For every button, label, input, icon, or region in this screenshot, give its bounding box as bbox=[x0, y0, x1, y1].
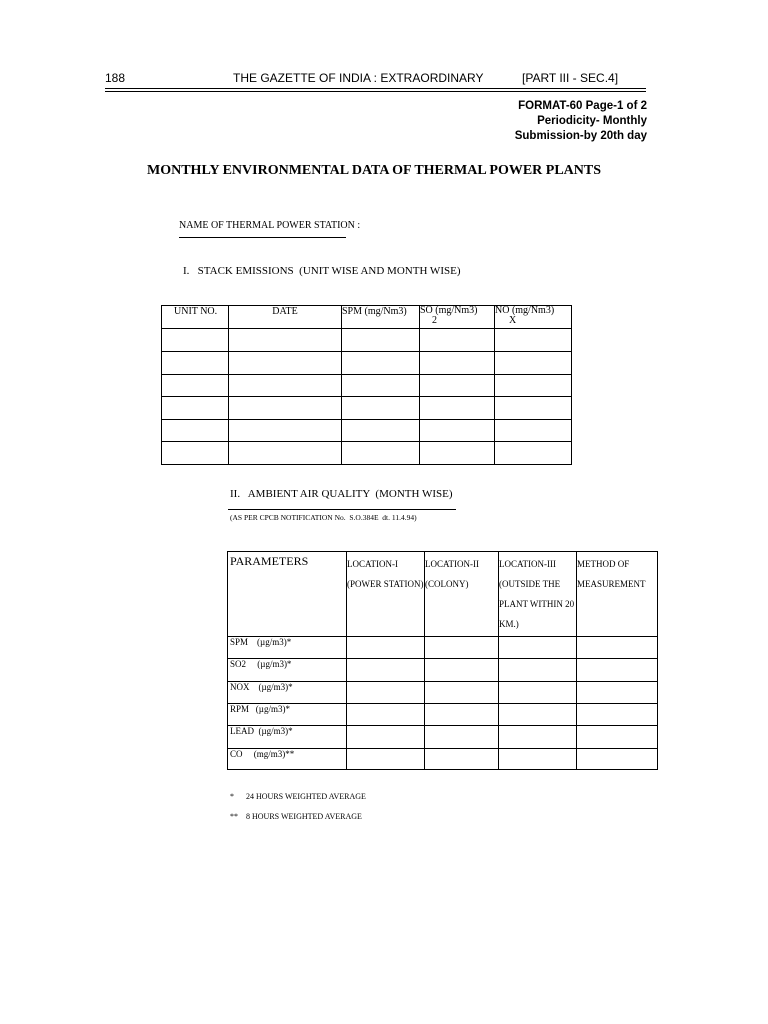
col-location-3 bbox=[499, 552, 577, 637]
section1-heading: I. STACK EMISSIONS (UNIT WISE AND MONTH WISE) bbox=[183, 265, 461, 277]
table-row bbox=[228, 682, 658, 704]
table-row bbox=[162, 329, 572, 352]
loc3-line3: PLANT WITHIN 20 bbox=[499, 599, 575, 609]
table-row bbox=[162, 420, 572, 442]
loc3-line1: LOCATION-III bbox=[499, 559, 556, 569]
table-cell[interactable] bbox=[229, 420, 342, 442]
param-lead: LEAD (µg/m3)* bbox=[228, 726, 347, 749]
table-cell[interactable] bbox=[342, 352, 420, 375]
table-cell[interactable] bbox=[347, 682, 425, 704]
table-cell[interactable] bbox=[577, 726, 658, 749]
col-date: DATE bbox=[229, 306, 342, 329]
table-cell[interactable] bbox=[577, 682, 658, 704]
table-cell[interactable] bbox=[342, 375, 420, 397]
table-cell[interactable] bbox=[420, 352, 495, 375]
table-cell[interactable] bbox=[577, 659, 658, 682]
table-cell[interactable] bbox=[347, 659, 425, 682]
param-nox: NOX (µg/m3)* bbox=[228, 682, 347, 704]
table-cell[interactable] bbox=[420, 375, 495, 397]
table-cell[interactable] bbox=[347, 704, 425, 726]
table-cell[interactable] bbox=[499, 704, 577, 726]
table-cell[interactable] bbox=[162, 397, 229, 420]
table-cell[interactable] bbox=[420, 442, 495, 465]
footnote-8h: ** 8 HOURS WEIGHTED AVERAGE bbox=[230, 812, 362, 821]
table-cell[interactable] bbox=[425, 726, 499, 749]
table-cell[interactable] bbox=[229, 329, 342, 352]
table-header-row bbox=[228, 552, 658, 637]
col-nox-label: NO (mg/Nm3) bbox=[495, 305, 555, 316]
ambient-air-table bbox=[227, 551, 658, 770]
part-label: [PART III - SEC.4] bbox=[522, 71, 619, 85]
table-cell[interactable] bbox=[425, 682, 499, 704]
header-rule-bottom bbox=[105, 91, 646, 92]
table-cell[interactable] bbox=[347, 749, 425, 770]
table-row bbox=[228, 749, 658, 770]
table-cell[interactable] bbox=[577, 637, 658, 659]
gazette-title: THE GAZETTE OF INDIA : EXTRAORDINARY bbox=[233, 71, 484, 85]
table-cell[interactable] bbox=[495, 375, 572, 397]
format-line-2: Periodicity- Monthly bbox=[537, 115, 647, 127]
table-cell[interactable] bbox=[420, 329, 495, 352]
table-cell[interactable] bbox=[499, 637, 577, 659]
station-label: NAME OF THERMAL POWER STATION : bbox=[179, 220, 361, 231]
table-row bbox=[162, 352, 572, 375]
loc2-line1: LOCATION-II bbox=[425, 559, 479, 569]
col-parameters: PARAMETERS bbox=[228, 552, 347, 637]
col-location-1 bbox=[347, 552, 425, 637]
table-cell[interactable] bbox=[425, 659, 499, 682]
col-nox bbox=[495, 306, 572, 329]
table-cell[interactable] bbox=[495, 352, 572, 375]
table-cell[interactable] bbox=[347, 637, 425, 659]
loc2-line2: (COLONY) bbox=[425, 579, 469, 589]
col-so2-subscript: 2 bbox=[432, 315, 437, 326]
table-cell[interactable] bbox=[162, 352, 229, 375]
table-cell[interactable] bbox=[495, 329, 572, 352]
table-cell[interactable] bbox=[425, 637, 499, 659]
section2-heading: II. AMBIENT AIR QUALITY (MONTH WISE) bbox=[230, 488, 453, 500]
col-so2 bbox=[420, 306, 495, 329]
station-underline bbox=[179, 237, 346, 238]
header-rule-top bbox=[105, 88, 646, 89]
param-spm: SPM (µg/m3)* bbox=[228, 637, 347, 659]
param-so2: SO2 (µg/m3)* bbox=[228, 659, 347, 682]
table-row bbox=[162, 442, 572, 465]
col-spm: SPM (mg/Nm3) bbox=[342, 306, 420, 329]
table-cell[interactable] bbox=[342, 329, 420, 352]
table-row bbox=[162, 375, 572, 397]
main-title: MONTHLY ENVIRONMENTAL DATA OF THERMAL POWER PLANTS bbox=[147, 163, 602, 178]
col-location-2 bbox=[425, 552, 499, 637]
page-number: 188 bbox=[105, 71, 126, 85]
table-cell[interactable] bbox=[420, 420, 495, 442]
loc1-line1: LOCATION-I bbox=[347, 559, 398, 569]
table-row bbox=[228, 726, 658, 749]
table-cell[interactable] bbox=[229, 352, 342, 375]
col-unit-no: UNIT NO. bbox=[162, 306, 229, 329]
table-cell[interactable] bbox=[162, 375, 229, 397]
table-cell[interactable] bbox=[229, 397, 342, 420]
table-cell[interactable] bbox=[342, 397, 420, 420]
table-header-row bbox=[162, 306, 572, 329]
table-cell[interactable] bbox=[229, 375, 342, 397]
col-nox-subscript: X bbox=[509, 315, 517, 326]
table-cell[interactable] bbox=[577, 704, 658, 726]
table-cell[interactable] bbox=[577, 749, 658, 770]
table-cell[interactable] bbox=[229, 442, 342, 465]
table-row bbox=[228, 659, 658, 682]
table-cell[interactable] bbox=[425, 749, 499, 770]
table-cell[interactable] bbox=[499, 659, 577, 682]
loc1-line2: (POWER STATION) bbox=[347, 579, 424, 589]
loc3-line2: (OUTSIDE THE bbox=[499, 579, 561, 589]
table-cell[interactable] bbox=[342, 420, 420, 442]
table-row bbox=[228, 637, 658, 659]
table-cell[interactable] bbox=[162, 420, 229, 442]
param-co: CO (mg/m3)** bbox=[228, 749, 347, 770]
method-line1: METHOD OF bbox=[577, 559, 630, 569]
table-cell[interactable] bbox=[499, 682, 577, 704]
table-row bbox=[162, 397, 572, 420]
table-cell[interactable] bbox=[162, 329, 229, 352]
table-cell[interactable] bbox=[499, 749, 577, 770]
table-cell[interactable] bbox=[495, 420, 572, 442]
stack-emissions-table bbox=[161, 305, 572, 465]
param-rpm: RPM (µg/m3)* bbox=[228, 704, 347, 726]
table-cell[interactable] bbox=[347, 726, 425, 749]
table-cell[interactable] bbox=[420, 397, 495, 420]
footnote-24h: * 24 HOURS WEIGHTED AVERAGE bbox=[230, 792, 366, 801]
col-method bbox=[577, 552, 658, 637]
section2-underline bbox=[228, 509, 456, 510]
section2-note: (AS PER CPCB NOTIFICATION No. S.O.384E dt. 11.4.94) bbox=[230, 513, 417, 522]
table-row bbox=[228, 704, 658, 726]
col-so2-label: SO (mg/Nm3) bbox=[420, 305, 478, 316]
format-line-1: FORMAT-60 Page-1 of 2 bbox=[518, 100, 647, 112]
method-line2: MEASUREMENT bbox=[577, 579, 646, 589]
table-cell[interactable] bbox=[162, 442, 229, 465]
format-line-3: Submission-by 20th day bbox=[514, 130, 647, 142]
table-cell[interactable] bbox=[499, 726, 577, 749]
table-cell[interactable] bbox=[425, 704, 499, 726]
table-cell[interactable] bbox=[495, 442, 572, 465]
loc3-line4: KM.) bbox=[499, 619, 519, 629]
table-cell[interactable] bbox=[495, 397, 572, 420]
table-cell[interactable] bbox=[342, 442, 420, 465]
